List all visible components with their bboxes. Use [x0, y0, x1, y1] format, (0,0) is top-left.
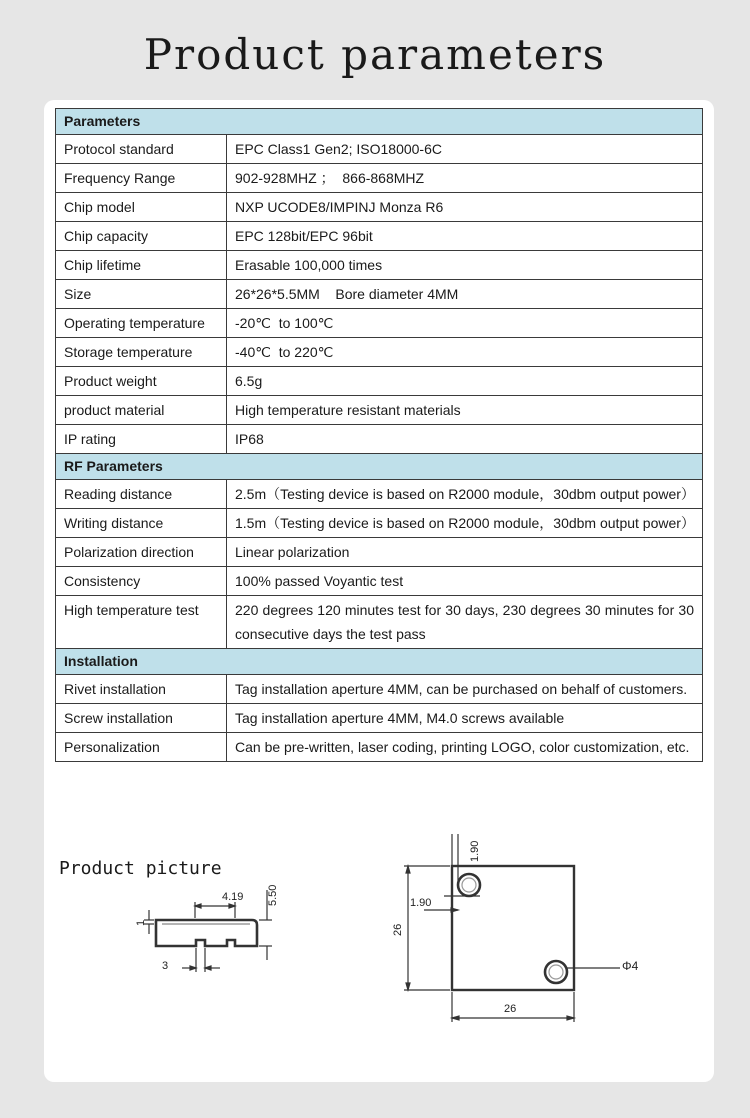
row-value: EPC Class1 Gen2; ISO18000-6C	[227, 135, 703, 164]
row-key: Writing distance	[56, 509, 227, 538]
section-title: Parameters	[56, 109, 703, 135]
row-key: Chip capacity	[56, 222, 227, 251]
row-key: Screw installation	[56, 704, 227, 733]
row-key: Reading distance	[56, 480, 227, 509]
table-row	[56, 675, 703, 704]
row-value: 26*26*5.5MM Bore diameter 4MM	[227, 280, 703, 309]
row-key: Storage temperature	[56, 338, 227, 367]
row-key: Consistency	[56, 567, 227, 596]
row-key: Product weight	[56, 367, 227, 396]
row-value: 1.5m（Testing device is based on R2000 module，30dbm output power）	[227, 509, 703, 538]
row-value: NXP UCODE8/IMPINJ Monza R6	[227, 193, 703, 222]
row-key: Polarization direction	[56, 538, 227, 567]
row-key: Frequency Range	[56, 164, 227, 193]
row-value: EPC 128bit/EPC 96bit	[227, 222, 703, 251]
top-view-side-label: 26	[392, 923, 404, 936]
table-row	[56, 704, 703, 733]
top-view-hole-label: Φ4	[622, 959, 639, 973]
row-value: IP68	[227, 425, 703, 454]
row-key: IP rating	[56, 425, 227, 454]
row-key: Chip model	[56, 193, 227, 222]
row-value: 220 degrees 120 minutes test for 30 days, 230 degrees 30 minutes for 30 consecutive days the test pass	[227, 596, 703, 649]
side-view-drawing	[104, 880, 334, 1030]
row-key: Operating temperature	[56, 309, 227, 338]
row-value: Tag installation aperture 4MM, M4.0 screws available	[227, 704, 703, 733]
product-picture-title: Product picture	[59, 858, 222, 879]
row-value: 2.5m（Testing device is based on R2000 module，30dbm output power）	[227, 480, 703, 509]
table-row	[56, 396, 703, 425]
row-key: Chip lifetime	[56, 251, 227, 280]
table-row	[56, 509, 703, 538]
section-header-rf-parameters	[56, 454, 703, 480]
row-value: Linear polarization	[227, 538, 703, 567]
row-value: Tag installation aperture 4MM, can be purchased on behalf of customers.	[227, 675, 703, 704]
table-row	[56, 733, 703, 762]
row-key: Rivet installation	[56, 675, 227, 704]
table-row	[56, 309, 703, 338]
row-key: Personalization	[56, 733, 227, 762]
product-picture-section	[44, 830, 714, 1070]
section-title: Installation	[56, 649, 703, 675]
table-row	[56, 338, 703, 367]
table-row	[56, 567, 703, 596]
table-row	[56, 480, 703, 509]
section-header-installation	[56, 649, 703, 675]
top-view-top-label: 1.90	[469, 840, 481, 862]
section-header-parameters	[56, 109, 703, 135]
top-view-left-label: 1.90	[410, 897, 432, 909]
row-value: Erasable 100,000 times	[227, 251, 703, 280]
table-row	[56, 135, 703, 164]
section-title: RF Parameters	[56, 454, 703, 480]
row-key: product material	[56, 396, 227, 425]
row-key: Size	[56, 280, 227, 309]
table-row	[56, 222, 703, 251]
table-row	[56, 596, 703, 649]
side-height-label: 5.50	[267, 884, 279, 906]
row-value: 902-928MHZ ； 866-868MHZ	[227, 164, 703, 193]
page-title: Product parameters	[143, 30, 607, 79]
row-key: Protocol standard	[56, 135, 227, 164]
top-view-drawing	[344, 830, 644, 1030]
row-value: High temperature resistant materials	[227, 396, 703, 425]
table-row	[56, 193, 703, 222]
side-width-label: 4.19	[222, 891, 244, 903]
row-value: 100% passed Voyantic test	[227, 567, 703, 596]
row-value: Can be pre-written, laser coding, printing LOGO, color customization, etc.	[227, 733, 703, 762]
table-row	[56, 164, 703, 193]
row-value: -40℃ to 220℃	[227, 338, 703, 367]
row-value: 6.5g	[227, 367, 703, 396]
row-value: -20℃ to 100℃	[227, 309, 703, 338]
parameters-table	[55, 108, 703, 762]
table-row	[56, 425, 703, 454]
table-row	[56, 538, 703, 567]
parameters-card	[44, 100, 714, 1082]
top-view-bottom-label: 26	[504, 1003, 517, 1015]
table-row	[56, 367, 703, 396]
table-row	[56, 251, 703, 280]
table-row	[56, 280, 703, 309]
side-left-label: 1	[135, 919, 147, 926]
row-key: High temperature test	[56, 596, 227, 649]
side-bottom-label: 3	[162, 960, 169, 972]
